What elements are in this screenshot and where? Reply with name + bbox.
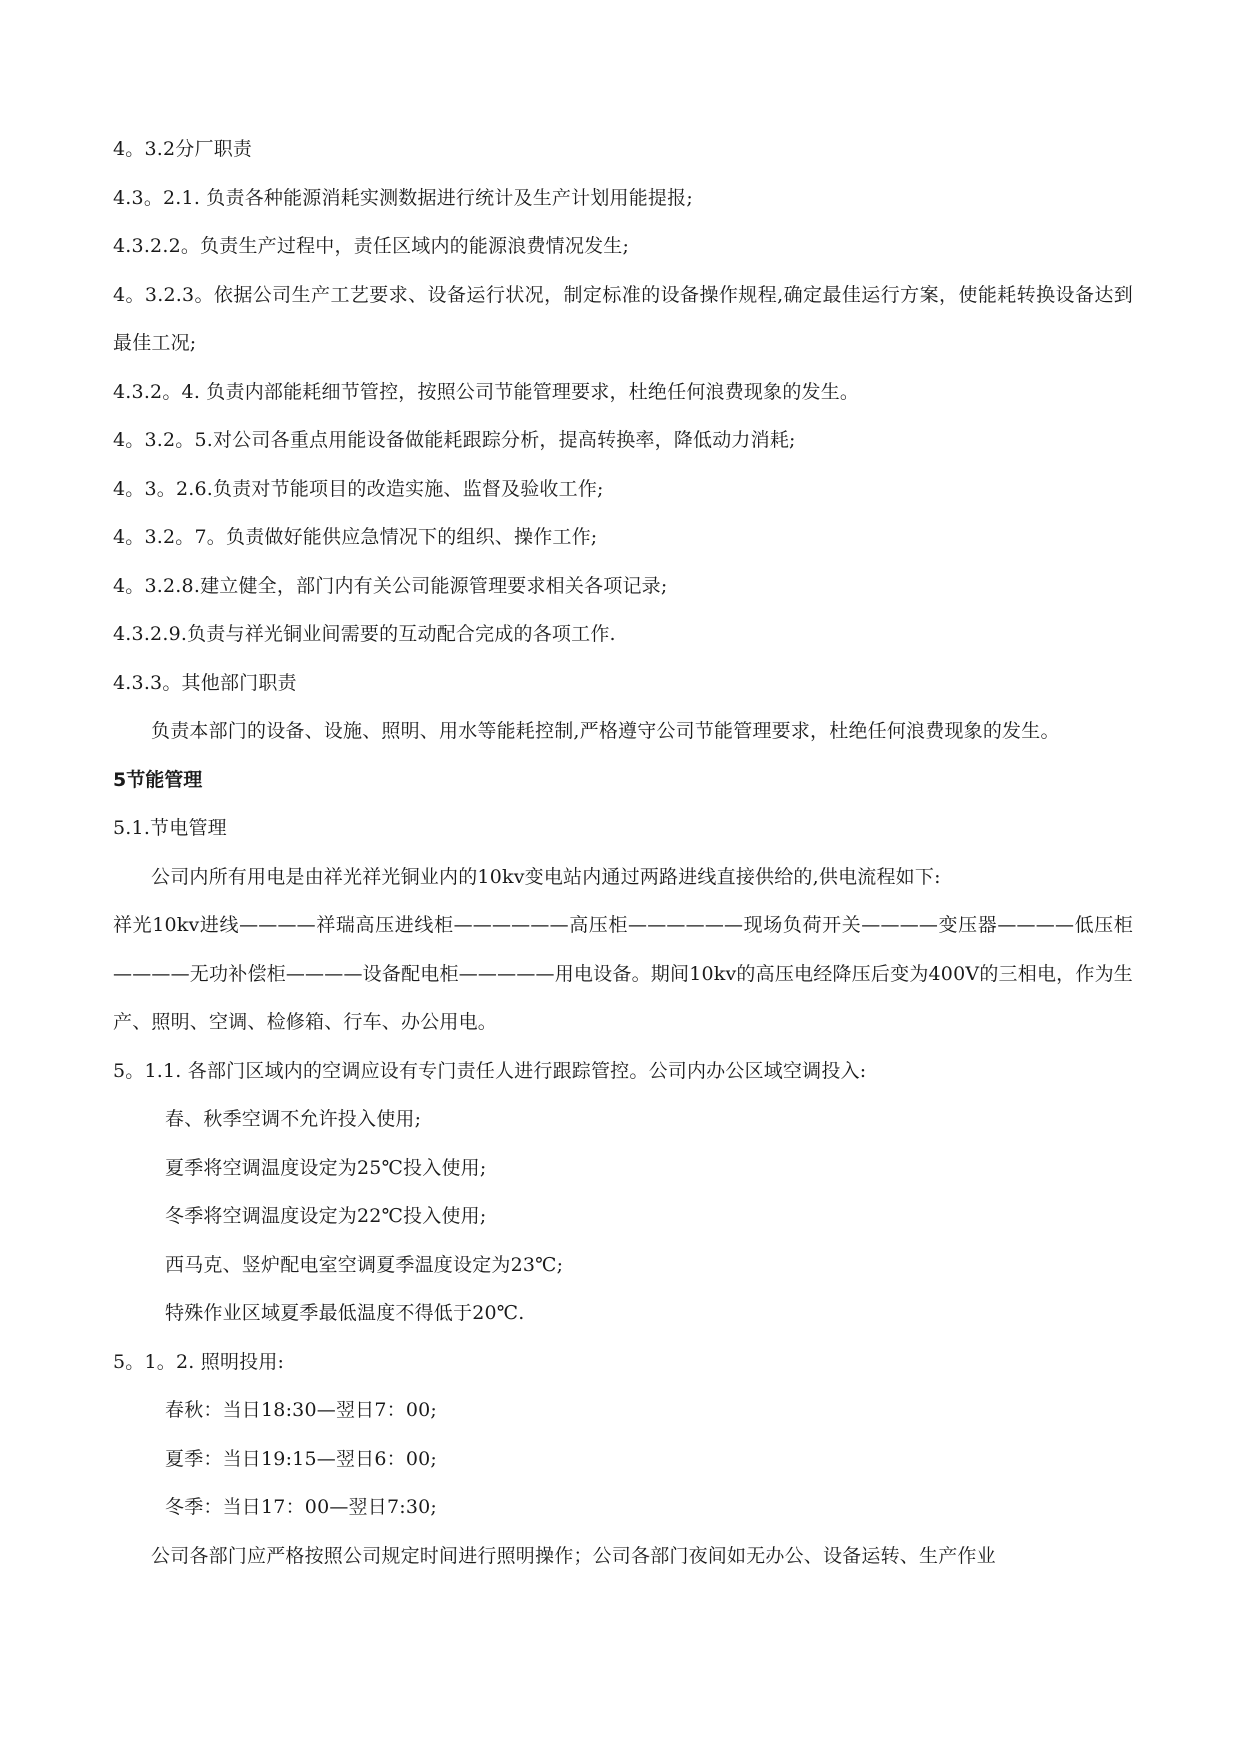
section-heading-4-3-3: 4.3.3。其他部门职责 (113, 671, 297, 694)
ac-rule-distribution-room: 西马克、竖炉配电室空调夏季温度设定为23℃; (165, 1253, 564, 1276)
clause-4-3-2-7: 4。3.2。7。负责做好能供应急情况下的组织、操作工作; (113, 526, 598, 548)
clause-4-3-2-6: 4。3。2.6.负责对节能项目的改造实施、监督及验收工作; (113, 477, 604, 500)
clause-5-1-2: 5。1。2. 照明投用: (113, 1350, 285, 1373)
ac-rule-special-area: 特殊作业区域夏季最低温度不得低于20℃. (165, 1302, 525, 1324)
lighting-summer: 夏季：当日19:15—翌日6：00; (165, 1447, 438, 1470)
clause-4-3-2-9: 4.3.2.9.负责与祥光铜业间需要的互动配合完成的各项工作. (113, 623, 616, 645)
chapter-heading-5: 5节能管理 (113, 768, 203, 791)
paragraph-power-flow: 祥光10kv进线————祥瑞高压进线柜——————高压柜——————现场负荷开关————变压器————低压柜————无功补偿柜————设备配电柜—————用电设备。期间10kv的高压电经降压后变为400V的三相电，作为生产、照明、空调、检修箱、行车、办公用电。 (113, 914, 1133, 1033)
section-heading-5-1: 5.1.节电管理 (113, 817, 227, 839)
ac-rule-winter: 冬季将空调温度设定为22℃投入使用; (165, 1205, 487, 1227)
document-body (113, 125, 1133, 1580)
clause-4-3-2-4: 4.3.2。4. 负责内部能耗细节管控，按照公司节能管理要求，杜绝任何浪费现象的发生。 (113, 380, 860, 403)
section-heading-4-3-2: 4。3.2分厂职责 (113, 138, 253, 160)
clause-4-3-2-1: 4.3。2.1. 负责各种能源消耗实测数据进行统计及生产计划用能提报; (113, 186, 693, 209)
clause-5-1-1: 5。1.1. 各部门区域内的空调应设有专门责任人进行跟踪管控。公司内办公区域空调投入: (113, 1059, 867, 1082)
ac-rule-spring-autumn: 春、秋季空调不允许投入使用; (165, 1108, 422, 1130)
paragraph-other-departments: 负责本部门的设备、设施、照明、用水等能耗控制,严格遵守公司节能管理要求，杜绝任何浪费现象的发生。 (151, 720, 1060, 742)
clause-4-3-2-2: 4.3.2.2。负责生产过程中，责任区域内的能源浪费情况发生; (113, 235, 630, 257)
lighting-winter: 冬季：当日17：00—翌日7:30; (165, 1496, 438, 1518)
ac-rule-summer: 夏季将空调温度设定为25℃投入使用; (165, 1156, 487, 1179)
paragraph-power-supply: 公司内所有用电是由祥光祥光铜业内的10kv变电站内通过两路进线直接供给的,供电流程如下: (151, 865, 941, 888)
clause-4-3-2-8: 4。3.2.8.建立健全，部门内有关公司能源管理要求相关各项记录; (113, 574, 668, 597)
clause-4-3-2-3: 4。3.2.3。依据公司生产工艺要求、设备运行状况，制定标准的设备操作规程,确定最佳运行方案，使能耗转换设备达到最佳工况; (113, 283, 1133, 354)
paragraph-lighting-operation: 公司各部门应严格按照公司规定时间进行照明操作；公司各部门夜间如无办公、设备运转、生产作业 (151, 1544, 996, 1567)
lighting-spring-autumn: 春秋：当日18:30—翌日7：00; (165, 1399, 438, 1421)
clause-4-3-2-5: 4。3.2。5.对公司各重点用能设备做能耗跟踪分析，提高转换率，降低动力消耗; (113, 429, 796, 451)
